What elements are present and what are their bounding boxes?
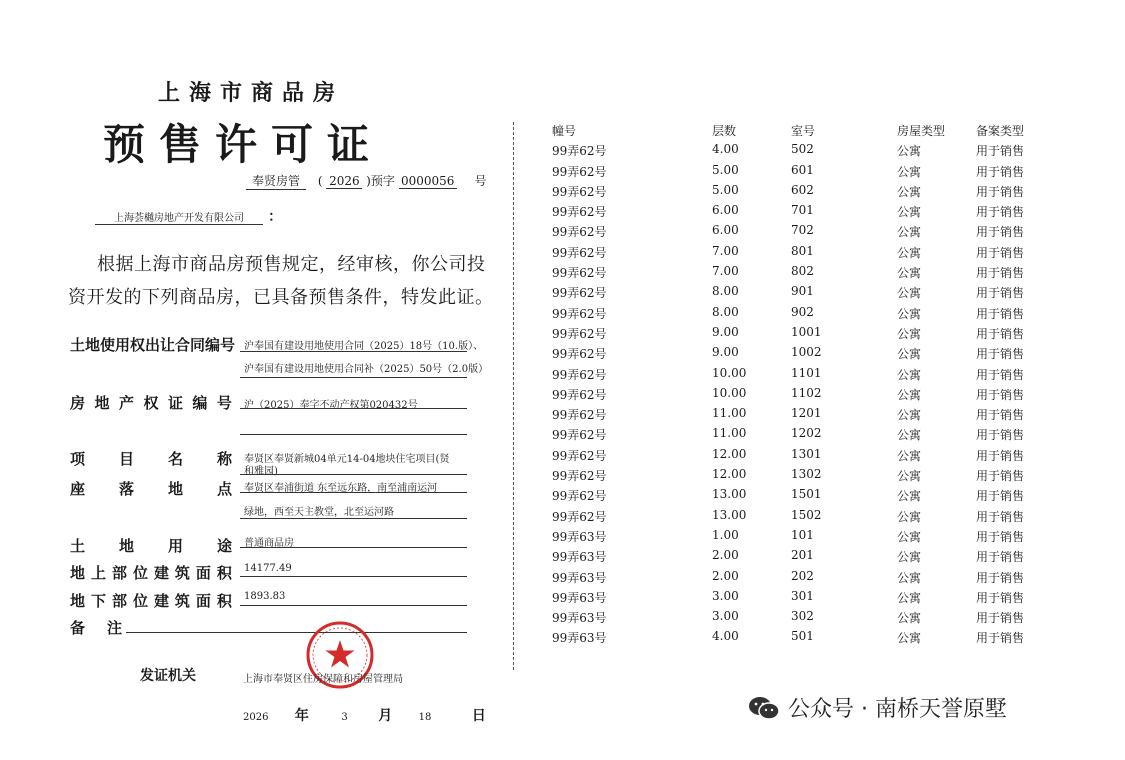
cell-floor: 13.00 xyxy=(712,487,747,502)
label-char: 位 xyxy=(132,592,148,610)
cell-building: 99弄62号 xyxy=(552,347,607,362)
cell-building: 99弄63号 xyxy=(552,550,607,565)
underline xyxy=(240,492,467,493)
cell-room: 1102 xyxy=(791,385,822,400)
issuer-label: 发证机关 xyxy=(140,668,196,684)
cell-filing: 用于销售 xyxy=(976,164,1025,179)
label-char: 项 xyxy=(70,450,86,468)
label-char: 座 xyxy=(70,480,86,498)
page-divider xyxy=(513,122,514,670)
location-label xyxy=(70,478,232,499)
cell-room: 1201 xyxy=(791,406,822,421)
land-contract-value1: 沪奉国有建设用地使用合同（2025）18号（10.版）、 xyxy=(244,341,484,352)
underline xyxy=(240,351,467,352)
label-char: 权 xyxy=(143,394,159,412)
cell-floor: 12.00 xyxy=(712,467,747,482)
location-value2: 绿地，西至天主教堂，北至运河路 xyxy=(244,507,394,518)
cell-type: 公寓 xyxy=(897,448,922,463)
cell-floor: 1.00 xyxy=(712,527,739,542)
cell-room: 202 xyxy=(791,568,814,583)
cell-floor: 7.00 xyxy=(712,243,739,258)
cell-building: 99弄63号 xyxy=(552,529,607,544)
cell-room: 602 xyxy=(791,182,814,197)
cell-filing: 用于销售 xyxy=(976,448,1025,463)
cell-room: 302 xyxy=(791,609,814,624)
label-char: 上 xyxy=(90,564,106,582)
underline xyxy=(240,547,467,548)
cell-floor: 10.00 xyxy=(712,385,747,400)
cell-type: 公寓 xyxy=(897,286,922,301)
cell-building: 99弄62号 xyxy=(552,448,607,463)
header-building: 幢号 xyxy=(552,124,577,138)
cell-filing: 用于销售 xyxy=(976,387,1025,402)
project-name-label xyxy=(70,448,232,469)
label-char: 建 xyxy=(153,592,169,610)
cell-type: 公寓 xyxy=(897,611,922,626)
cell-floor: 10.00 xyxy=(712,365,747,380)
label-char: 产 xyxy=(118,394,134,412)
cell-type: 公寓 xyxy=(897,408,922,423)
cell-type: 公寓 xyxy=(897,387,922,402)
label-char: 点 xyxy=(216,480,232,498)
issue-day: 18 xyxy=(418,712,432,723)
cell-type: 公寓 xyxy=(897,347,922,362)
cell-floor: 3.00 xyxy=(712,588,739,603)
land-contract-value2: 沪奉国有建设用地使用合同补（2025）50号（2.0版） xyxy=(244,364,489,375)
cell-type: 公寓 xyxy=(897,550,922,565)
cell-floor: 3.00 xyxy=(712,609,739,624)
cell-filing: 用于销售 xyxy=(976,225,1025,240)
cell-floor: 4.00 xyxy=(712,629,739,644)
cell-filing: 用于销售 xyxy=(976,408,1025,423)
cell-filing: 用于销售 xyxy=(976,306,1025,321)
header-type: 房屋类型 xyxy=(897,124,946,138)
cell-room: 702 xyxy=(791,223,814,238)
cell-room: 1301 xyxy=(791,446,822,461)
cell-type: 公寓 xyxy=(897,590,922,605)
label-char: 筑 xyxy=(174,592,190,610)
statement-line2: 资开发的下列商品房，已具备预售条件，特发此证。 xyxy=(68,287,494,308)
cell-floor: 6.00 xyxy=(712,223,739,238)
cell-type: 公寓 xyxy=(897,205,922,220)
certificate-title-line2: 预售许可证 xyxy=(103,120,384,169)
land-use-value: 普通商品房 xyxy=(244,538,294,549)
label-char: 用 xyxy=(167,537,183,555)
cell-type: 公寓 xyxy=(897,144,922,159)
label-char: 面 xyxy=(195,592,211,610)
cell-room: 802 xyxy=(791,264,814,279)
company-name: 上海荟樾房地产开发有限公司 xyxy=(95,209,263,225)
above-ground-area-value: 14177.49 xyxy=(244,563,292,574)
cell-type: 公寓 xyxy=(897,469,922,484)
certificate-number-line xyxy=(246,172,487,190)
underline xyxy=(240,474,467,475)
cell-filing: 用于销售 xyxy=(976,469,1025,484)
cell-room: 701 xyxy=(791,203,814,218)
year-open: ( xyxy=(317,174,323,188)
cell-floor: 2.00 xyxy=(712,568,739,583)
cell-type: 公寓 xyxy=(897,367,922,382)
label-char: 建 xyxy=(153,564,169,582)
underline xyxy=(240,377,467,378)
cell-type: 公寓 xyxy=(897,184,922,199)
label-char: 地 xyxy=(70,564,86,582)
cell-building: 99弄62号 xyxy=(552,184,607,199)
cell-filing: 用于销售 xyxy=(976,509,1025,524)
header-room: 室号 xyxy=(791,124,816,138)
cell-type: 公寓 xyxy=(897,428,922,443)
cell-room: 902 xyxy=(791,304,814,319)
cell-filing: 用于销售 xyxy=(976,489,1025,504)
land-contract-label: 土地使用权出让合同编号 xyxy=(70,336,236,354)
cell-type: 公寓 xyxy=(897,266,922,281)
cell-filing: 用于销售 xyxy=(976,611,1025,626)
underline xyxy=(240,605,467,606)
statement-line1: 根据上海市商品房预售规定，经审核，你公司投 xyxy=(97,254,486,275)
cell-room: 1302 xyxy=(791,467,822,482)
certificate-year: 2026 xyxy=(326,174,362,189)
underline xyxy=(240,408,467,409)
underline xyxy=(240,434,467,435)
label-char: 土 xyxy=(70,537,86,555)
label-char: 号 xyxy=(216,394,232,412)
cell-building: 99弄62号 xyxy=(552,428,607,443)
cell-building: 99弄62号 xyxy=(552,408,607,423)
label-char: 积 xyxy=(216,592,232,610)
month-unit: 月 xyxy=(378,708,393,724)
cell-building: 99弄63号 xyxy=(552,570,607,585)
issue-date xyxy=(243,705,486,725)
cell-type: 公寓 xyxy=(897,529,922,544)
label-char: 面 xyxy=(195,564,211,582)
label-char: 证 xyxy=(167,394,183,412)
cell-room: 201 xyxy=(791,548,814,563)
watermark xyxy=(748,692,1007,723)
cell-building: 99弄63号 xyxy=(552,611,607,626)
cell-floor: 11.00 xyxy=(712,426,747,441)
cell-filing: 用于销售 xyxy=(976,286,1025,301)
project-name-value: 奉贤区奉贤新城04单元14-04地块住宅项目(贤 xyxy=(244,454,450,465)
label-char: 名 xyxy=(167,450,183,468)
label-char: 地 xyxy=(118,537,134,555)
cell-building: 99弄62号 xyxy=(552,144,607,159)
cell-filing: 用于销售 xyxy=(976,590,1025,605)
label-char: 位 xyxy=(132,564,148,582)
label-char: 落 xyxy=(118,480,134,498)
cell-type: 公寓 xyxy=(897,225,922,240)
cell-filing: 用于销售 xyxy=(976,631,1025,646)
cell-floor: 6.00 xyxy=(712,203,739,218)
cell-type: 公寓 xyxy=(897,306,922,321)
cell-type: 公寓 xyxy=(897,509,922,524)
cell-filing: 用于销售 xyxy=(976,205,1025,220)
cell-building: 99弄62号 xyxy=(552,245,607,260)
cell-type: 公寓 xyxy=(897,570,922,585)
cell-filing: 用于销售 xyxy=(976,144,1025,159)
label-char: 部 xyxy=(111,592,127,610)
cell-building: 99弄63号 xyxy=(552,631,607,646)
cell-room: 1502 xyxy=(791,507,822,522)
label-char: 备 xyxy=(70,619,86,637)
certificate-title-line1: 上海市商品房 xyxy=(158,81,345,106)
cell-filing: 用于销售 xyxy=(976,326,1025,341)
cell-filing: 用于销售 xyxy=(976,184,1025,199)
cell-room: 1002 xyxy=(791,345,822,360)
year-unit: 年 xyxy=(294,708,309,724)
label-char: 地 xyxy=(70,592,86,610)
cell-building: 99弄62号 xyxy=(552,266,607,281)
cell-floor: 8.00 xyxy=(712,304,739,319)
cell-floor: 13.00 xyxy=(712,507,747,522)
cell-building: 99弄62号 xyxy=(552,306,607,321)
wechat-icon xyxy=(748,695,780,721)
cell-floor: 4.00 xyxy=(712,142,739,157)
cell-room: 1501 xyxy=(791,487,822,502)
label-char: 地 xyxy=(94,394,110,412)
cell-room: 901 xyxy=(791,284,814,299)
underline xyxy=(240,518,467,519)
cell-type: 公寓 xyxy=(897,489,922,504)
header-filing: 备案类型 xyxy=(976,124,1025,138)
cell-room: 501 xyxy=(791,629,814,644)
label-char: 目 xyxy=(118,450,134,468)
location-value1: 奉贤区奉浦街道 东至远东路，南至浦南运河 xyxy=(244,483,438,494)
cell-floor: 7.00 xyxy=(712,264,739,279)
cell-building: 99弄62号 xyxy=(552,286,607,301)
below-ground-area-value: 1893.83 xyxy=(244,591,286,602)
issue-month: 3 xyxy=(341,712,348,723)
header-floor: 层数 xyxy=(712,124,737,138)
cell-filing: 用于销售 xyxy=(976,529,1025,544)
cell-building: 99弄62号 xyxy=(552,469,607,484)
label-char: 地 xyxy=(167,480,183,498)
underline xyxy=(126,632,467,633)
label-char: 筑 xyxy=(174,564,190,582)
cell-room: 101 xyxy=(791,527,814,542)
cell-building: 99弄63号 xyxy=(552,590,607,605)
cell-floor: 9.00 xyxy=(712,345,739,360)
cell-building: 99弄62号 xyxy=(552,225,607,240)
cell-filing: 用于销售 xyxy=(976,245,1025,260)
cell-filing: 用于销售 xyxy=(976,266,1025,281)
label-char: 编 xyxy=(192,394,208,412)
cell-room: 1202 xyxy=(791,426,822,441)
pre-text: )预字 xyxy=(366,174,395,188)
cell-room: 1101 xyxy=(791,365,822,380)
cell-type: 公寓 xyxy=(897,164,922,179)
above-ground-area-label xyxy=(70,562,232,583)
land-use-label xyxy=(70,535,232,556)
project-name-value2: 和雅园) xyxy=(244,466,278,477)
label-char: 部 xyxy=(111,564,127,582)
cell-building: 99弄62号 xyxy=(552,489,607,504)
cell-filing: 用于销售 xyxy=(976,428,1025,443)
cell-floor: 12.00 xyxy=(712,446,747,461)
cell-filing: 用于销售 xyxy=(976,570,1025,585)
below-ground-area-label xyxy=(70,590,232,611)
underline xyxy=(240,576,467,577)
cell-building: 99弄62号 xyxy=(552,509,607,524)
cell-room: 1001 xyxy=(791,324,822,339)
label-char: 注 xyxy=(106,619,122,637)
cell-room: 301 xyxy=(791,588,814,603)
cell-type: 公寓 xyxy=(897,245,922,260)
company-line xyxy=(95,206,282,226)
watermark-text: 公众号 · 南桥天誉原墅 xyxy=(788,697,1007,722)
property-cert-value: 沪（2025）奉字不动产权第020432号 xyxy=(244,400,418,411)
cell-room: 502 xyxy=(791,142,814,157)
cell-filing: 用于销售 xyxy=(976,367,1025,382)
cell-filing: 用于销售 xyxy=(976,347,1025,362)
company-colon: ： xyxy=(268,209,283,225)
cell-filing: 用于销售 xyxy=(976,550,1025,565)
cell-room: 801 xyxy=(791,243,814,258)
cell-building: 99弄62号 xyxy=(552,387,607,402)
cell-floor: 9.00 xyxy=(712,324,739,339)
certificate-number: 0000056 xyxy=(399,174,457,189)
label-char: 途 xyxy=(216,537,232,555)
number-suffix: 号 xyxy=(474,174,487,188)
cell-type: 公寓 xyxy=(897,631,922,646)
label-char: 积 xyxy=(216,564,232,582)
cell-building: 99弄62号 xyxy=(552,164,607,179)
cell-room: 601 xyxy=(791,162,814,177)
property-cert-label xyxy=(70,392,232,413)
cell-floor: 5.00 xyxy=(712,162,739,177)
cell-floor: 8.00 xyxy=(712,284,739,299)
issuer-name: 上海市奉贤区住房保障和房屋管理局 xyxy=(243,674,403,685)
label-char: 下 xyxy=(90,592,106,610)
cell-floor: 2.00 xyxy=(712,548,739,563)
cell-building: 99弄62号 xyxy=(552,367,607,382)
cell-type: 公寓 xyxy=(897,326,922,341)
cell-floor: 11.00 xyxy=(712,406,747,421)
remarks-label xyxy=(70,617,122,638)
label-char: 房 xyxy=(70,394,86,412)
authority-prefix: 奉贤房管 xyxy=(246,172,306,190)
cell-building: 99弄62号 xyxy=(552,205,607,220)
day-unit: 日 xyxy=(471,708,486,724)
cell-floor: 5.00 xyxy=(712,182,739,197)
cell-building: 99弄62号 xyxy=(552,326,607,341)
issue-year: 2026 xyxy=(243,712,269,723)
label-char: 称 xyxy=(216,450,232,468)
